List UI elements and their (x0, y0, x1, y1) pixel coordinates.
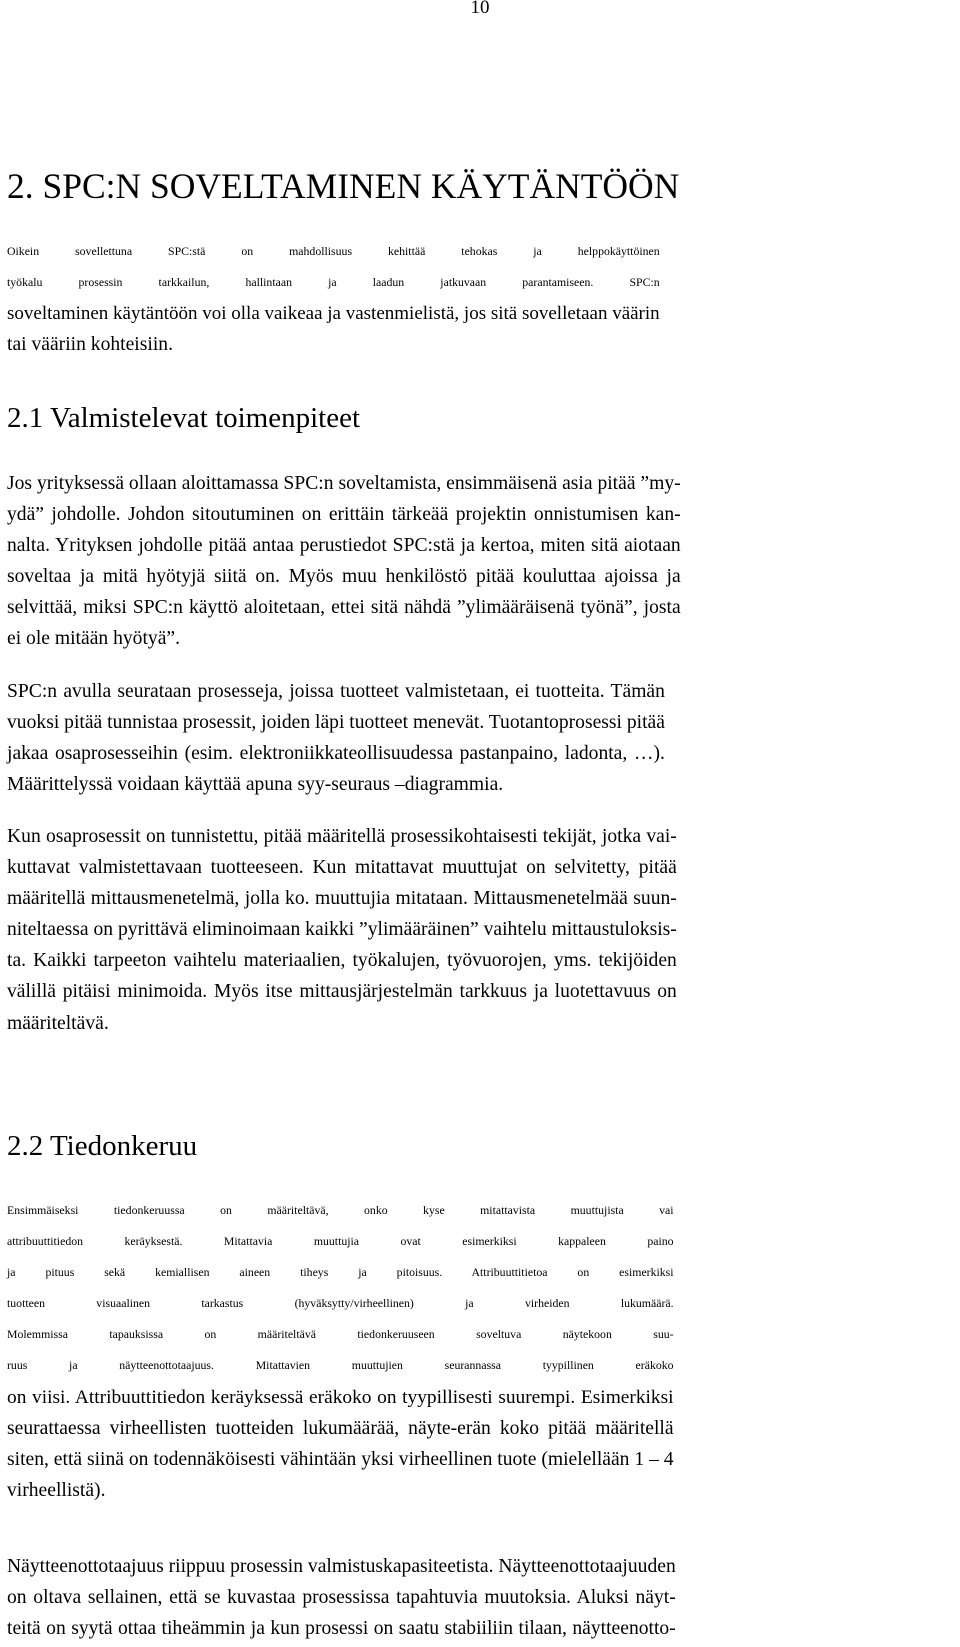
text-line: on viisi. Attribuuttitiedon keräyksessä eräkoko on tyypillisesti suurempi. Esimerkiksi (7, 1386, 674, 1408)
text-line: Oikein sovellettuna SPC:stä on mahdollisuus kehittää tehokas ja helppokäyttöinen (7, 244, 660, 258)
text-line: selvittää, miksi SPC:n käyttö aloitetaan, ettei sitä nähdä ”ylimääräisenä työnä”, josta (7, 597, 681, 619)
text-line: määritellä mittausmenetelmä, jolla ko. muuttujia mitataan. Mittausmenetelmää suun- (7, 888, 677, 910)
section-2-1-paragraph-1 (7, 468, 681, 655)
section-2-1-paragraph-2 (7, 676, 665, 800)
page-number: 10 (470, 0, 490, 18)
text-line: Näytteenottotaajuus riippuu prosessin valmistuskapasiteetista. Näytteenottotaajuuden (7, 1556, 676, 1577)
text-line: vuoksi pitää tunnistaa prosessit, joiden läpi tuotteet menevät. Tuotantoprosessi pitää (7, 712, 665, 734)
text-line: siten, että siinä on todennäköisesti vähintään yksi virheellinen tuote (mielellään 1 – 4 (7, 1448, 674, 1470)
intro-paragraph (7, 236, 660, 360)
text-line: ruus ja näytteenottotaajuus. Mitattavien muuttujien seurannassa tyypillinen eräkoko (7, 1358, 674, 1373)
text-line: välillä pitäisi minimoida. Myös itse mittausjärjestelmän tarkkuus ja luotettavuus on (7, 981, 677, 1003)
text-line: attribuuttitiedon keräyksestä. Mitattavia muuttujia ovat esimerkiksi kappaleen paino (7, 1234, 674, 1249)
text-line: SPC:n avulla seurataan prosesseja, joissa tuotteet valmistetaan, ei tuotteita. Tämän (7, 681, 665, 702)
text-line: määriteltävä. (7, 1012, 109, 1034)
section-2-2-paragraph-2 (7, 1551, 676, 1644)
text-line: seurattaessa virheellisten tuotteiden lukumäärää, näyte-erän koko pitää määritellä (7, 1417, 674, 1439)
text-line: Molemmissa tapauksissa on määriteltävä tiedonkeruuseen soveltuva näytekoon suu- (7, 1327, 674, 1342)
text-line: soveltaminen käytäntöön voi olla vaikeaa ja vastenmielistä, jos sitä sovelletaan väärin (7, 303, 660, 325)
text-line: Määrittelyssä voidaan käyttää apuna syy-seuraus –diagrammia. (7, 774, 504, 796)
text-line: ja pituus sekä kemiallisen aineen tiheys ja pitoisuus. Attribuuttitietoa on esimerkiksi (7, 1265, 674, 1280)
section-2-2-paragraph-1 (7, 1195, 674, 1506)
section-2-1-paragraph-3 (7, 821, 677, 1039)
text-line: virheellistä). (7, 1479, 106, 1501)
section-title-2-2: 2.2 Tiedonkeruu (7, 1130, 198, 1162)
section-title-2-1: 2.1 Valmistelevat toimenpiteet (7, 402, 361, 434)
text-line: ta. Kaikki tarpeeton vaihtelu materiaalien, työkalujen, työvuorojen, yms. tekijöiden (7, 950, 677, 972)
text-line: on oltava sellainen, että se kuvastaa prosessissa tapahtuvia muutoksia. Aluksi näyt- (7, 1587, 676, 1609)
text-line: Ensimmäiseksi tiedonkeruussa on määriteltävä, onko kyse mitattavista muuttujista vai (7, 1203, 674, 1217)
text-line: jakaa osaprosesseihin (esim. elektroniikkateollisuudessa pastanpaino, ladonta, …). (7, 743, 665, 765)
text-line: Jos yrityksessä ollaan aloittamassa SPC:n soveltamista, ensimmäisenä asia pitää ”my- (7, 473, 681, 494)
text-line: Kun osaprosessit on tunnistettu, pitää määritellä prosessikohtaisesti tekijät, jotka vai- (7, 826, 677, 847)
text-line: ydä” johdolle. Johdon sitoutuminen on erittäin tärkeää projektin onnistumisen kan- (7, 504, 681, 526)
text-line: kuttavat valmistettavaan tuotteeseen. Kun mitattavat muuttujat on selvitetty, pitää (7, 857, 677, 879)
text-line: ei ole mitään hyötyä”. (7, 628, 181, 650)
text-line: tuotteen visuaalinen tarkastus (hyväksytty/virheellinen) ja virheiden lukumäärä. (7, 1296, 674, 1311)
text-line: tai vääriin kohteisiin. (7, 334, 173, 356)
text-line: teitä on syytä ottaa tiheämmin ja kun prosessi on saatu stabiiliin tilaan, näytteenotto- (7, 1618, 676, 1640)
text-line: soveltaa ja mitä hyötyjä siitä on. Myös muu henkilöstö pitää kouluttaa ajoissa ja (7, 566, 681, 588)
text-line: nalta. Yrityksen johdolle pitää antaa perustiedot SPC:stä ja kertoa, miten sitä aiotaan (7, 535, 681, 557)
chapter-title: 2. SPC:N SOVELTAMINEN KÄYTÄNTÖÖN (7, 166, 680, 206)
text-line: niteltaessa on pyrittävä eliminoimaan kaikki ”ylimääräinen” vaihtelu mittaustuloksis- (7, 919, 677, 941)
text-line: työkalu prosessin tarkkailun, hallintaan ja laadun jatkuvaan parantamiseen. SPC:n (7, 275, 660, 290)
